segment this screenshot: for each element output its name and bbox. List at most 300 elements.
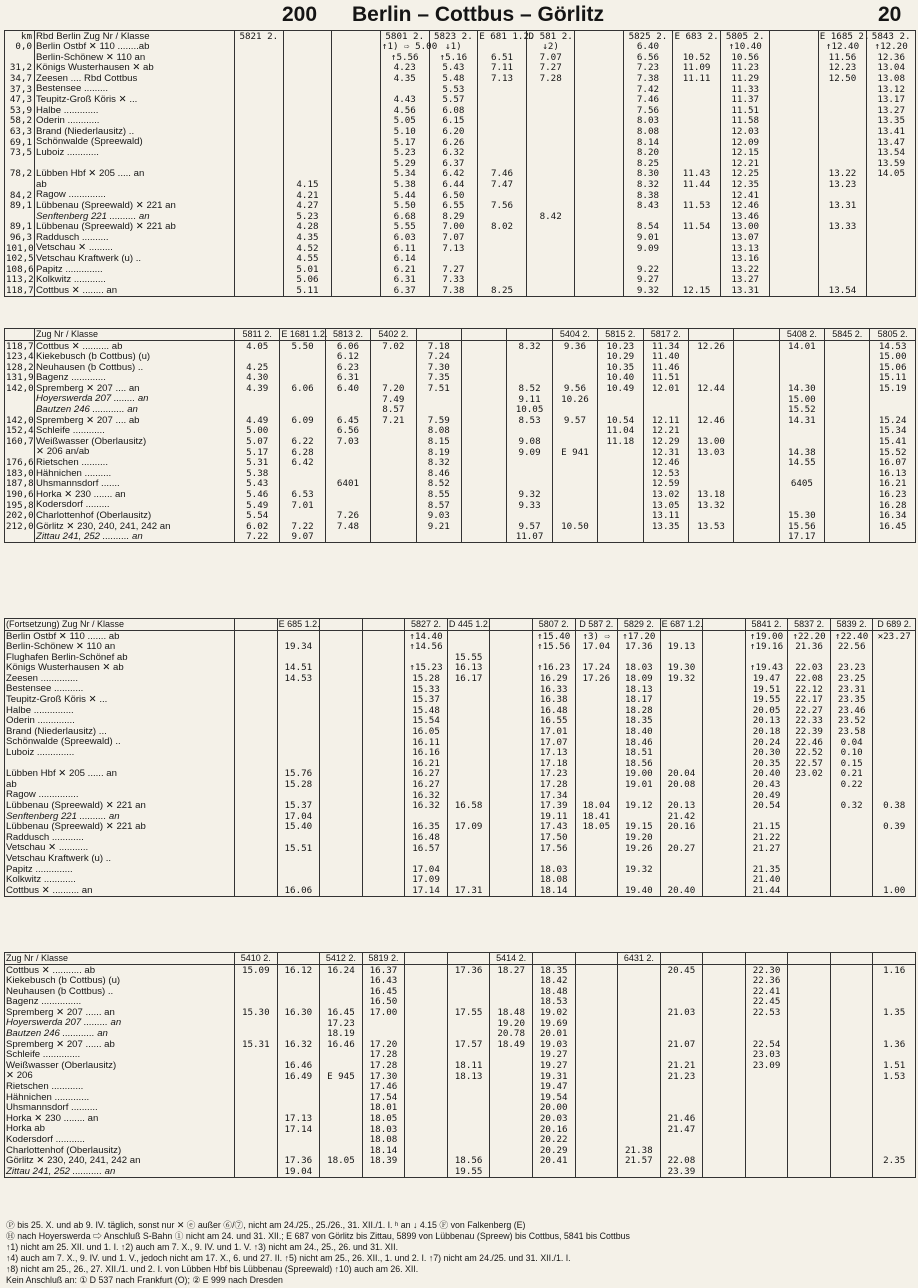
departure-time [660,997,703,1008]
departure-time: 18.03 [618,663,661,674]
departure-time: 17.17 [779,532,824,543]
km-value: 152,4 [6,425,34,437]
departure-time: 15.37 [277,801,320,812]
departure-time [788,1092,831,1103]
departure-time [873,843,916,854]
station-row [5,716,916,727]
station-row [5,726,916,737]
departure-time [575,843,618,854]
departure-time: 12.01 [643,383,688,394]
departure-time: 8.57 [371,405,416,416]
departure-time: 5.06 [283,275,332,286]
departure-time: 10.35 [598,362,643,373]
departure-time: 7.01 [280,500,325,511]
departure-time: 15.41 [870,436,915,447]
station-row [5,63,916,74]
station-row [5,447,916,458]
departure-time [405,1124,448,1135]
departure-time [235,801,278,812]
station-row [5,415,916,426]
departure-time [745,652,788,663]
train-number [703,953,746,965]
departure-time [490,885,533,896]
departure-time: 16.45 [870,521,915,532]
departure-time [283,63,332,74]
departure-time [320,822,363,833]
departure-time [283,73,332,84]
departure-time [770,275,819,286]
departure-time [825,458,870,469]
km-value: 131,9 [6,372,34,384]
departure-time: 16.34 [870,511,915,522]
departure-time: 4.30 [235,373,280,384]
departure-time [703,864,746,875]
departure-time [320,864,363,875]
departure-time [734,383,779,394]
departure-time [371,500,416,511]
train-number: 5839 2. [830,619,873,631]
departure-time [461,394,506,405]
departure-time [362,663,405,674]
departure-time [283,42,332,53]
train-number: 5410 2. [235,953,278,965]
departure-time: 8.46 [416,468,461,479]
departure-time: 0.32 [830,801,873,812]
departure-time: 20.78 [490,1029,533,1040]
departure-time [788,885,831,896]
departure-time [873,853,916,864]
departure-time [818,232,867,243]
departure-time: ↑19.16 [745,642,788,653]
departure-time: ↑5.16 [429,52,478,63]
departure-time: 8.54 [624,222,673,233]
departure-time [703,1018,746,1029]
station-name: Kolkwitz ............ [5,875,235,886]
departure-time: 16.55 [532,716,575,727]
departure-time [277,986,320,997]
station-name: Vetschau Kraftwerk (u) .. [5,853,235,864]
departure-time [371,511,416,522]
station-name: Zeesen .............. [5,673,235,684]
departure-time [416,405,461,416]
departure-time: 13.17 [867,95,916,106]
departure-time: 7.00 [429,222,478,233]
station-row [5,169,916,180]
departure-time: 21.40 [745,875,788,886]
km-value: 190,6 [6,489,34,500]
departure-time: 16.32 [405,790,448,801]
departure-time [478,232,527,243]
station-row [5,500,916,511]
km-value: 34,7 [5,73,35,84]
station-row [5,875,916,886]
departure-time [526,105,575,116]
departure-time: 13.11 [643,511,688,522]
station-name: Görlitz ✕ 230, 240, 241, 242 an [5,1156,235,1167]
departure-time [575,1124,618,1135]
station-row [5,1029,916,1040]
departure-time: 5801 2. [380,31,429,42]
station-name: Weißwasser (Oberlausitz) [35,436,235,447]
departure-time [660,853,703,864]
departure-time: 17.01 [532,726,575,737]
departure-time [598,405,643,416]
station-row [5,748,916,759]
departure-time [825,489,870,500]
departure-time: 18.03 [362,1124,405,1135]
departure-time [320,748,363,759]
station-row [5,801,916,812]
station-row [5,997,916,1008]
departure-time [405,1092,448,1103]
station-row [5,394,916,405]
departure-time [526,232,575,243]
departure-time: 5825 2. [624,31,673,42]
departure-time: 5.05 [380,116,429,127]
departure-time [526,243,575,254]
departure-time: 11.56 [818,52,867,63]
departure-time [277,1050,320,1061]
departure-time: 4.23 [380,63,429,74]
departure-time [332,73,381,84]
departure-time [380,84,429,95]
departure-time: 16.50 [362,997,405,1008]
departure-time [325,394,370,405]
departure-time: 19.04 [277,1166,320,1177]
departure-time: 11.07 [507,532,552,543]
departure-time [575,264,624,275]
departure-time: 13.03 [688,447,733,458]
departure-time [325,489,370,500]
departure-time: 23.39 [660,1166,703,1177]
departure-time: 8.52 [416,479,461,490]
departure-time [873,997,916,1008]
departure-time [643,405,688,416]
departure-time [770,126,819,137]
departure-time [825,468,870,479]
departure-time [703,1050,746,1061]
departure-time: 15.24 [870,415,915,426]
departure-time [320,779,363,790]
departure-time: 20.30 [745,748,788,759]
station-name [5,758,235,769]
departure-time [320,986,363,997]
departure-time: 22.46 [788,737,831,748]
departure-time: 10.52 [672,52,721,63]
station-name: Papitz .............. [5,864,235,875]
departure-time [526,190,575,201]
station-row [5,705,916,716]
departure-time [770,285,819,296]
departure-time [332,253,381,264]
departure-time [830,1050,873,1061]
departure-time: 13.46 [721,211,770,222]
departure-time [362,1029,405,1040]
station-name: Kodersdorf ......... [35,500,235,511]
departure-time: 22.56 [830,642,873,653]
departure-time: ↑14.56 [405,642,448,653]
departure-time: 7.46 [624,95,673,106]
departure-time [461,426,506,437]
km-value [5,179,35,190]
departure-time [788,801,831,812]
departure-time [770,63,819,74]
departure-time [280,426,325,437]
departure-time [575,1103,618,1114]
station-name: Senftenberg 221 .......... an [35,211,235,222]
departure-time: 22.08 [660,1156,703,1167]
station-row [5,811,916,822]
departure-time: 7.13 [429,243,478,254]
departure-time: 8.55 [416,489,461,500]
departure-time [734,458,779,469]
departure-time [490,663,533,674]
departure-time: 5.54 [235,511,280,522]
departure-time [830,986,873,997]
departure-time [830,1113,873,1124]
departure-time [277,631,320,642]
departure-time [788,986,831,997]
departure-time [277,864,320,875]
departure-time [235,253,284,264]
departure-time: 22.41 [745,986,788,997]
departure-time: 21.46 [660,1113,703,1124]
departure-time [235,832,278,843]
departure-time [598,500,643,511]
departure-time [362,864,405,875]
departure-time: 16.30 [277,1007,320,1018]
departure-time: 23.46 [830,705,873,716]
departure-time: 18.56 [618,758,661,769]
departure-time [873,705,916,716]
station-row [5,95,916,106]
departure-time [873,1113,916,1124]
departure-time [575,853,618,864]
departure-time [703,748,746,759]
departure-time [688,479,733,490]
station-row [5,352,916,363]
train-number [688,329,733,341]
departure-time: 13.00 [688,436,733,447]
departure-time: 20.13 [745,716,788,727]
departure-time: 6405 [779,479,824,490]
departure-time [660,1082,703,1093]
departure-time [280,511,325,522]
departure-time: 16.05 [405,726,448,737]
departure-time: 21.03 [660,1007,703,1018]
departure-time [788,864,831,875]
departure-time [788,843,831,854]
train-number: D 587 2. [575,619,618,631]
footnote-line: ↑8) nicht am 25., 26., 27. XII./1. und 2. I. von Lübben Hbf bis Lübbenau (Spreewald) ↑10) auch am 26. XII. [6,1264,419,1274]
departure-time: 5843 2. [867,31,916,42]
km-value: 84,2 [5,190,35,201]
station-row [5,383,916,394]
departure-time: 6.23 [325,362,370,373]
departure-time [770,201,819,212]
departure-time [745,1103,788,1114]
departure-time: 20.01 [532,1029,575,1040]
departure-time [734,468,779,479]
departure-time [320,695,363,706]
departure-time [320,737,363,748]
departure-time [447,716,490,727]
departure-time [779,436,824,447]
departure-time [552,362,597,373]
departure-time [235,84,284,95]
departure-time: 17.46 [362,1082,405,1093]
departure-time: 5.11 [283,285,332,296]
departure-time [660,1050,703,1061]
departure-time [447,1082,490,1093]
departure-time [870,394,915,405]
departure-time [507,352,552,363]
departure-time: 16.38 [532,695,575,706]
departure-time [461,521,506,532]
departure-time: 16.32 [405,801,448,812]
departure-time: 13.22 [721,264,770,275]
departure-time: 17.57 [447,1039,490,1050]
departure-time [830,811,873,822]
departure-time: 20.24 [745,737,788,748]
departure-time [526,201,575,212]
departure-time: 17.28 [362,1060,405,1071]
departure-time: 11.11 [672,73,721,84]
departure-time [825,436,870,447]
departure-time: 5.23 [380,148,429,159]
km-value: 160,7 [6,436,34,448]
departure-time [672,275,721,286]
departure-time [320,673,363,684]
station-row [5,468,916,479]
departure-time [734,521,779,532]
station-name: ab [35,179,235,190]
departure-time: 6.31 [325,373,370,384]
departure-time: 23.52 [830,716,873,727]
departure-time [490,705,533,716]
departure-time [235,748,278,759]
departure-time [575,875,618,886]
departure-time [320,1060,363,1071]
station-name: Uhsmannsdorf .......... [5,1103,235,1114]
departure-time: 18.51 [618,748,661,759]
km-value: 118,7 [6,340,34,352]
departure-time: 14.53 [870,341,915,352]
departure-time [235,811,278,822]
departure-time [447,642,490,653]
station-row [5,832,916,843]
departure-time [703,631,746,642]
departure-time [818,243,867,254]
departure-time [788,875,831,886]
departure-time: 12.59 [643,479,688,490]
departure-time: 19.15 [618,822,661,833]
departure-time: 6.56 [624,52,673,63]
departure-time: 6.55 [429,201,478,212]
departure-time [672,105,721,116]
departure-time: 6.31 [380,275,429,286]
departure-time [688,468,733,479]
departure-time [552,479,597,490]
departure-time [703,779,746,790]
departure-time [478,275,527,286]
departure-time: 13.05 [643,500,688,511]
departure-time [575,116,624,127]
departure-time [371,521,416,532]
departure-time [660,976,703,987]
departure-time: 6.45 [325,415,370,426]
departure-time: 18.01 [362,1103,405,1114]
departure-time [447,853,490,864]
departure-time [405,1050,448,1061]
departure-time [770,264,819,275]
departure-time [235,737,278,748]
departure-time [277,1082,320,1093]
departure-time [830,1156,873,1167]
departure-time [745,1018,788,1029]
departure-time: 9.33 [507,500,552,511]
departure-time [745,811,788,822]
departure-time: 19.20 [618,832,661,843]
departure-time [447,779,490,790]
departure-time: 5.55 [380,222,429,233]
station-name: Halbe ............. [35,105,235,116]
departure-time [734,447,779,458]
departure-time [526,95,575,106]
departure-time [745,853,788,864]
departure-time [235,1060,278,1071]
station-name: Teupitz-Groß Köris ✕ ... [35,95,235,106]
departure-time [873,695,916,706]
station-row [5,405,916,416]
departure-time [575,695,618,706]
departure-time [362,811,405,822]
departure-time: 21.42 [660,811,703,822]
departure-time [575,285,624,296]
departure-time [332,95,381,106]
departure-time [405,1029,448,1040]
departure-time: 20.18 [745,726,788,737]
departure-time: 12.25 [721,169,770,180]
departure-time [490,695,533,706]
station-row [5,1103,916,1114]
departure-time: 5821 2. [235,31,284,42]
departure-time [320,832,363,843]
station-name: Bestensee ........... [5,684,235,695]
departure-time: 14.31 [779,415,824,426]
departure-time [362,748,405,759]
station-row [5,479,916,490]
departure-time: 14.05 [867,169,916,180]
departure-time [672,243,721,254]
departure-time: 19.00 [618,769,661,780]
departure-time [235,631,278,642]
departure-time: 8.29 [429,211,478,222]
departure-time [770,222,819,233]
departure-time [830,832,873,843]
departure-time: 18.27 [490,965,533,976]
departure-time [598,447,643,458]
km-value: 102,5 [6,253,34,265]
departure-time [447,1145,490,1156]
station-row [5,116,916,127]
departure-time [490,1166,533,1177]
departure-time: 13.13 [721,243,770,254]
departure-time [283,126,332,137]
departure-time [672,264,721,275]
km-value: 58,2 [5,116,35,127]
train-number: 5412 2. [320,953,363,965]
